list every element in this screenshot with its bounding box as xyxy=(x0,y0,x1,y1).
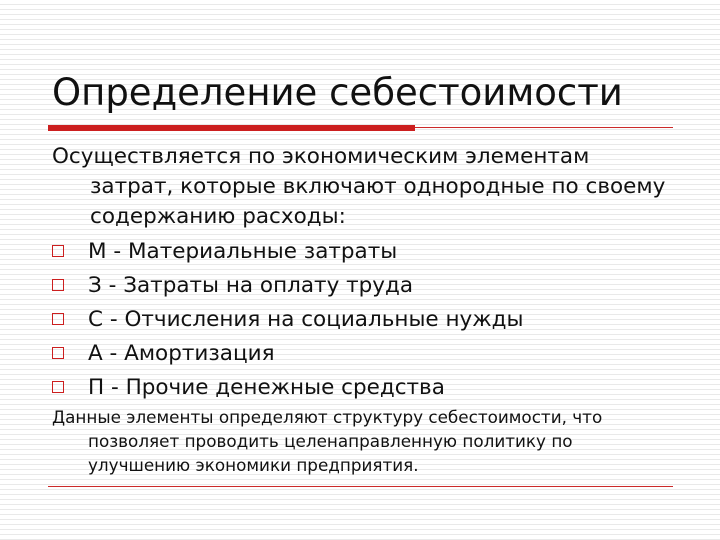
square-bullet-icon xyxy=(52,381,64,393)
summary-paragraph: Данные элементы определяют структуру себестоимости, что позволяет проводить целенаправленную политику по улучшению экономики предприятия. xyxy=(52,407,603,475)
list-item xyxy=(52,302,523,336)
bottom-divider-line xyxy=(48,486,673,487)
list-item-text: С - Отчисления на социальные нужды xyxy=(88,306,524,332)
square-bullet-icon xyxy=(52,245,64,257)
slide-title: Определение себестоимости xyxy=(52,71,623,114)
list-item-text: З - Затраты на оплату труда xyxy=(88,272,414,298)
list-item xyxy=(52,234,523,268)
title-accent-bar xyxy=(48,125,415,131)
square-bullet-icon xyxy=(52,279,64,291)
list-item xyxy=(52,336,523,370)
square-bullet-icon xyxy=(52,347,64,359)
cost-elements-list xyxy=(52,234,523,404)
list-item-text: П - Прочие денежные средства xyxy=(88,374,445,400)
list-item-text: А - Амортизация xyxy=(88,340,275,366)
list-item-text: М - Материальные затраты xyxy=(88,238,398,264)
intro-paragraph: Осуществляется по экономическим элементам затрат, которые включают однородные по своему содержанию расходы: xyxy=(52,144,666,229)
title-divider-line xyxy=(415,127,673,128)
list-item xyxy=(52,370,523,404)
square-bullet-icon xyxy=(52,313,64,325)
list-item xyxy=(52,268,523,302)
